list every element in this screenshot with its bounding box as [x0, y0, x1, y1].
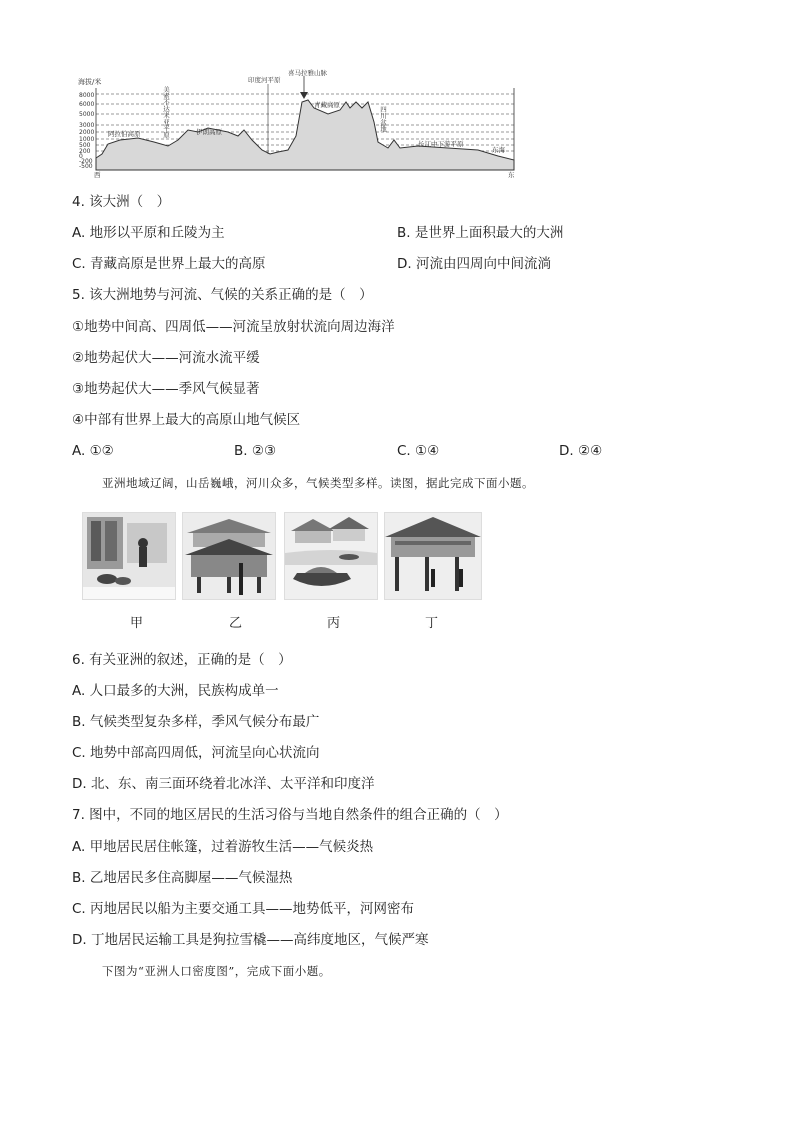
q6-option-b: B. 气候类型复杂多样，季风气候分布最广	[72, 714, 320, 730]
label-tibet: 青藏高原	[314, 101, 340, 109]
y-tick: -500	[79, 163, 93, 170]
q4-option-c: C. 青藏高原是世界上最大的高原	[72, 256, 266, 272]
q5-option-a: A. ①②	[72, 443, 114, 459]
y-tick: 0	[79, 153, 83, 160]
caption-ding: 丁	[425, 616, 439, 631]
q5-statement-4: ④中部有世界上最大的高原山地气候区	[72, 412, 301, 428]
caption-bing: 丙	[327, 616, 341, 631]
y-tick: 6000	[79, 101, 95, 108]
q7-option-c: C. 丙地居民以船为主要交通工具——地势低平，河网密布	[72, 901, 415, 917]
q4-stem: 4. 该大洲（ ）	[72, 194, 171, 210]
intro-text: 亚洲地域辽阔，山岳巍峨，河川众多，气候类型多样。读图，据此完成下面小题。	[102, 476, 534, 490]
label-yangtze: 长江中下游平原	[418, 140, 464, 148]
q7-option-b: B. 乙地居民多住高脚屋——气候湿热	[72, 870, 293, 886]
y-tick: 1000	[79, 136, 95, 143]
q7-stem: 7. 图中，不同的地区居民的生活习俗与当地自然条件的组合正确的（ ）	[72, 807, 508, 823]
q5-statement-1: ①地势中间高、四周低——河流呈放射状流向周边海洋	[72, 319, 395, 335]
q6-option-d: D. 北、东、南三面环绕着北冰洋、太平洋和印度洋	[72, 776, 375, 792]
y-tick: 3000	[79, 122, 95, 129]
q7-option-a: A. 甲地居民居住帐篷，过着游牧生活——气候炎热	[72, 839, 374, 855]
q4-option-a: A. 地形以平原和丘陵为主	[72, 225, 225, 241]
label-arabian: 阿拉伯高原	[108, 130, 141, 138]
y-tick: -200	[79, 158, 93, 165]
y-axis-label: 海拔/米	[78, 78, 102, 86]
photo-ding	[384, 512, 482, 600]
y-tick: 2000	[79, 129, 95, 136]
y-tick: 5000	[79, 111, 95, 118]
label-iran: 伊朗高原	[196, 128, 222, 136]
caption-yi: 乙	[229, 616, 243, 631]
label-mesopotamia: 美索不达米亚平原	[162, 86, 170, 138]
q6-option-c: C. 地势中部高四周低，河流呈向心状流向	[72, 745, 320, 761]
y-tick: 8000	[79, 92, 95, 99]
caption-jia: 甲	[130, 616, 144, 631]
q7-option-d: D. 丁地居民运输工具是狗拉雪橇——高纬度地区，气候严寒	[72, 932, 429, 948]
y-tick: 500	[79, 142, 91, 149]
terrain-profile-figure	[78, 66, 524, 178]
intro-text-2: 下图为“亚洲人口密度图”，完成下面小题。	[102, 964, 331, 978]
q6-stem: 6. 有关亚洲的叙述，正确的是（ ）	[72, 652, 292, 668]
label-sichuan: 四川盆地	[379, 106, 387, 132]
q5-option-b: B. ②③	[234, 443, 277, 459]
q4-option-b: B. 是世界上面积最大的大洲	[397, 225, 564, 241]
label-east-sea: 东海	[492, 146, 505, 154]
q5-option-c: C. ①④	[397, 443, 440, 459]
q5-statement-2: ②地势起伏大——河流水流平缓	[72, 350, 260, 366]
q4-option-d: D. 河流由四周向中间流淌	[397, 256, 551, 272]
q5-stem: 5. 该大洲地势与河流、气候的关系正确的是（ ）	[72, 287, 373, 303]
label-indus: 印度河平原	[248, 76, 281, 84]
y-tick: 200	[79, 148, 91, 155]
q5-option-d: D. ②④	[559, 443, 603, 459]
q5-statement-3: ③地势起伏大——季风气候显著	[72, 381, 260, 397]
photo-yi	[182, 512, 276, 600]
label-west: 西	[94, 171, 101, 178]
label-himalaya: 喜马拉雅山脉	[288, 69, 327, 77]
photo-jia	[82, 512, 176, 600]
photo-bing	[284, 512, 378, 600]
terrain-silhouette	[96, 100, 514, 170]
label-east: 东	[508, 171, 515, 178]
q6-option-a: A. 人口最多的大洲，民族构成单一	[72, 683, 279, 699]
